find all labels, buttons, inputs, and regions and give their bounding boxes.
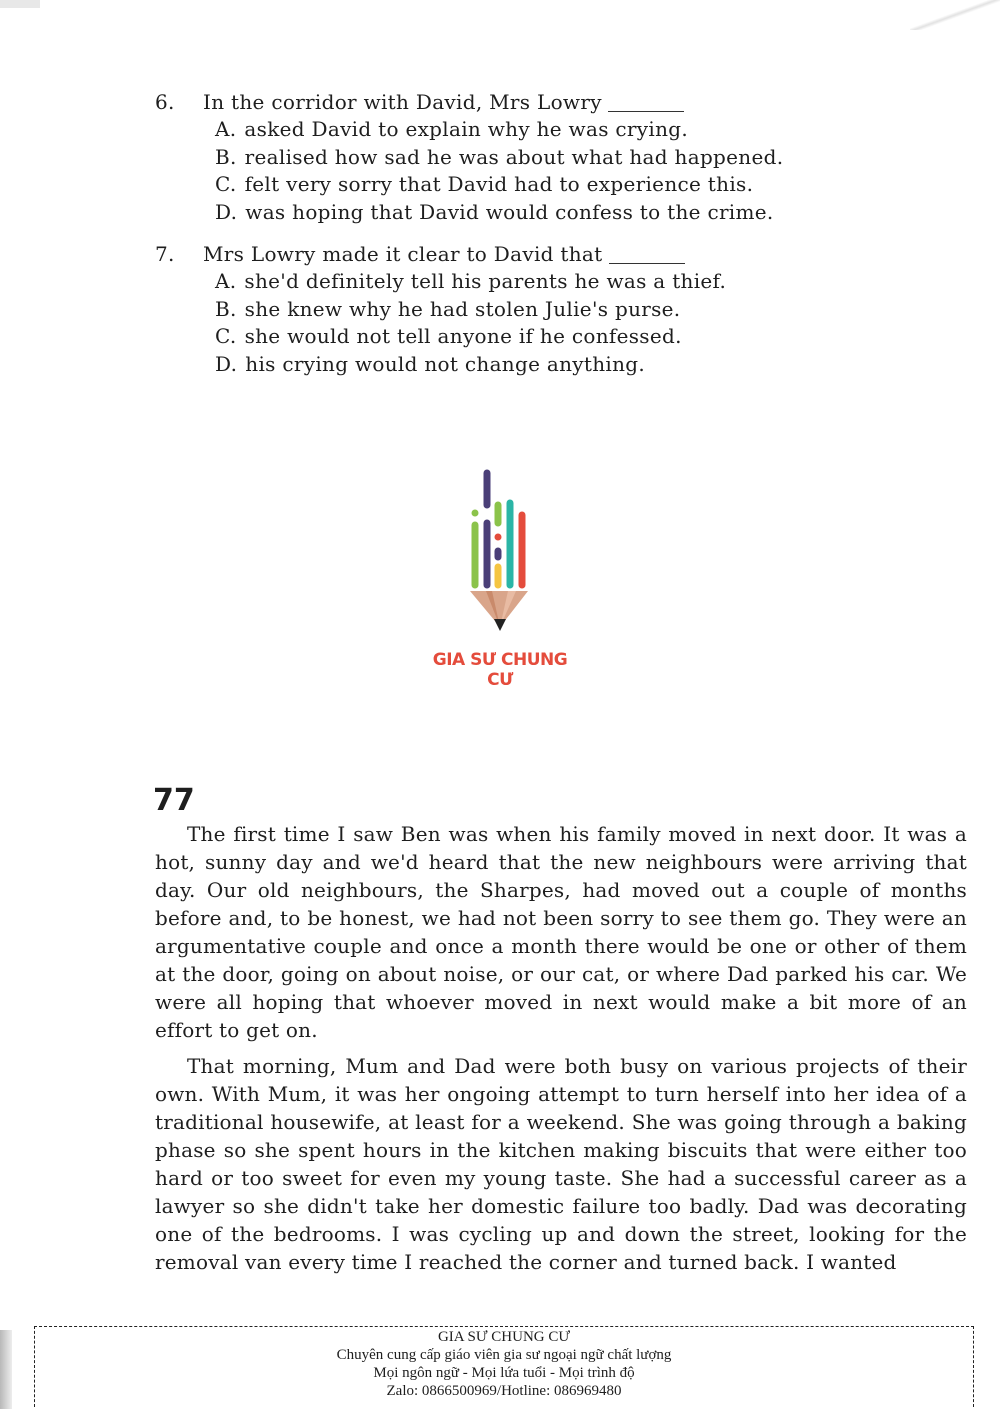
option-d xyxy=(215,351,915,379)
question-text: In the corridor with David, Mrs Lowry xyxy=(203,90,602,114)
watermark-logo xyxy=(420,465,580,690)
option-list xyxy=(155,116,915,226)
option-list xyxy=(155,268,915,378)
option-letter: A. xyxy=(215,117,237,141)
question-text: Mrs Lowry made it clear to David that xyxy=(203,242,603,266)
question-list xyxy=(155,88,915,392)
paragraph: That morning, Mum and Dad were both busy on various projects of their own. With Mum, it was her ongoing attempt to turn herself into her idea of a traditional housewife, at least for a weekend. She was going through a baking phase so she spent hours in the kitchen making biscuits that were either too hard or too sweet for even my young taste. She had a successful career as a lawyer so she didn't take her domestic failure too badly. Dad was decorating one of the bedrooms. I was cycling up and down the street, looking for the removal van every time I reached the corner and turned back. I wanted xyxy=(155,1054,967,1274)
option-b xyxy=(215,296,915,324)
option-text: she would not tell anyone if he confessed. xyxy=(244,324,682,348)
option-letter: A. xyxy=(215,269,237,293)
scan-edge-shadow xyxy=(0,1330,12,1409)
option-letter: C. xyxy=(215,172,237,196)
question-stem xyxy=(155,88,915,116)
question-6 xyxy=(155,88,915,226)
option-b xyxy=(215,144,915,172)
option-c xyxy=(215,323,915,351)
option-text: she knew why he had stolen Julie's purse. xyxy=(244,296,681,321)
logo-text: GIA SƯ CHUNG CƯ xyxy=(432,650,568,690)
question-7 xyxy=(155,240,915,378)
option-c xyxy=(215,171,915,199)
answer-blank xyxy=(609,236,685,264)
option-d xyxy=(215,199,915,227)
option-text: asked David to explain why he was crying. xyxy=(244,117,689,141)
option-text: she'd definitely tell his parents he was a thief. xyxy=(244,269,727,293)
option-letter: B. xyxy=(215,144,237,169)
option-a xyxy=(215,116,915,144)
question-number: 6. xyxy=(155,90,175,114)
footer-box xyxy=(34,1326,974,1407)
passage-number: 77 xyxy=(153,783,195,818)
footer-line: Chuyên cung cấp giáo viên gia sư ngoại ngữ chất lượng xyxy=(336,1347,672,1363)
option-text: was hoping that David would confess to the crime. xyxy=(245,199,774,224)
question-number: 7. xyxy=(155,242,175,266)
pencil-logo-icon xyxy=(420,465,580,645)
option-text: felt very sorry that David had to experience this. xyxy=(244,172,754,196)
option-letter: D. xyxy=(215,199,238,224)
page-corner-fold xyxy=(910,0,1000,30)
footer-line: Mọi ngôn ngữ - Mọi lứa tuổi - Mọi trình độ xyxy=(373,1365,635,1381)
paragraph: The first time I saw Ben was when his family moved in next door. It was a hot, sunny day and we'd heard that the new neighbours were arriving that day. Our old neighbours, the Sharpes, had moved out a couple of months before and, to be honest, we had not been sorry to see them go. They were an argumentative couple and once a month there would be one or other of them at the door, going on about noise, or our cat, or where Dad parked his car. We were all hoping that whoever moved in next would make a bit more of an effort to get on. xyxy=(155,822,967,1042)
footer-contact: Zalo: 0866500969/Hotline: 086969480 xyxy=(386,1383,622,1399)
pencil-lead xyxy=(494,619,506,631)
option-text: his crying would not change anything. xyxy=(245,351,646,376)
footer-title: GIA SƯ CHUNG CƯ xyxy=(437,1329,571,1345)
option-letter: B. xyxy=(215,296,237,321)
scan-artifact xyxy=(0,0,40,8)
reading-passage xyxy=(155,820,967,1284)
option-a xyxy=(215,268,915,296)
answer-blank xyxy=(608,84,684,112)
option-text: realised how sad he was about what had happened. xyxy=(244,144,784,169)
option-letter: D. xyxy=(215,351,238,376)
question-stem xyxy=(155,240,915,268)
option-letter: C. xyxy=(215,324,237,348)
